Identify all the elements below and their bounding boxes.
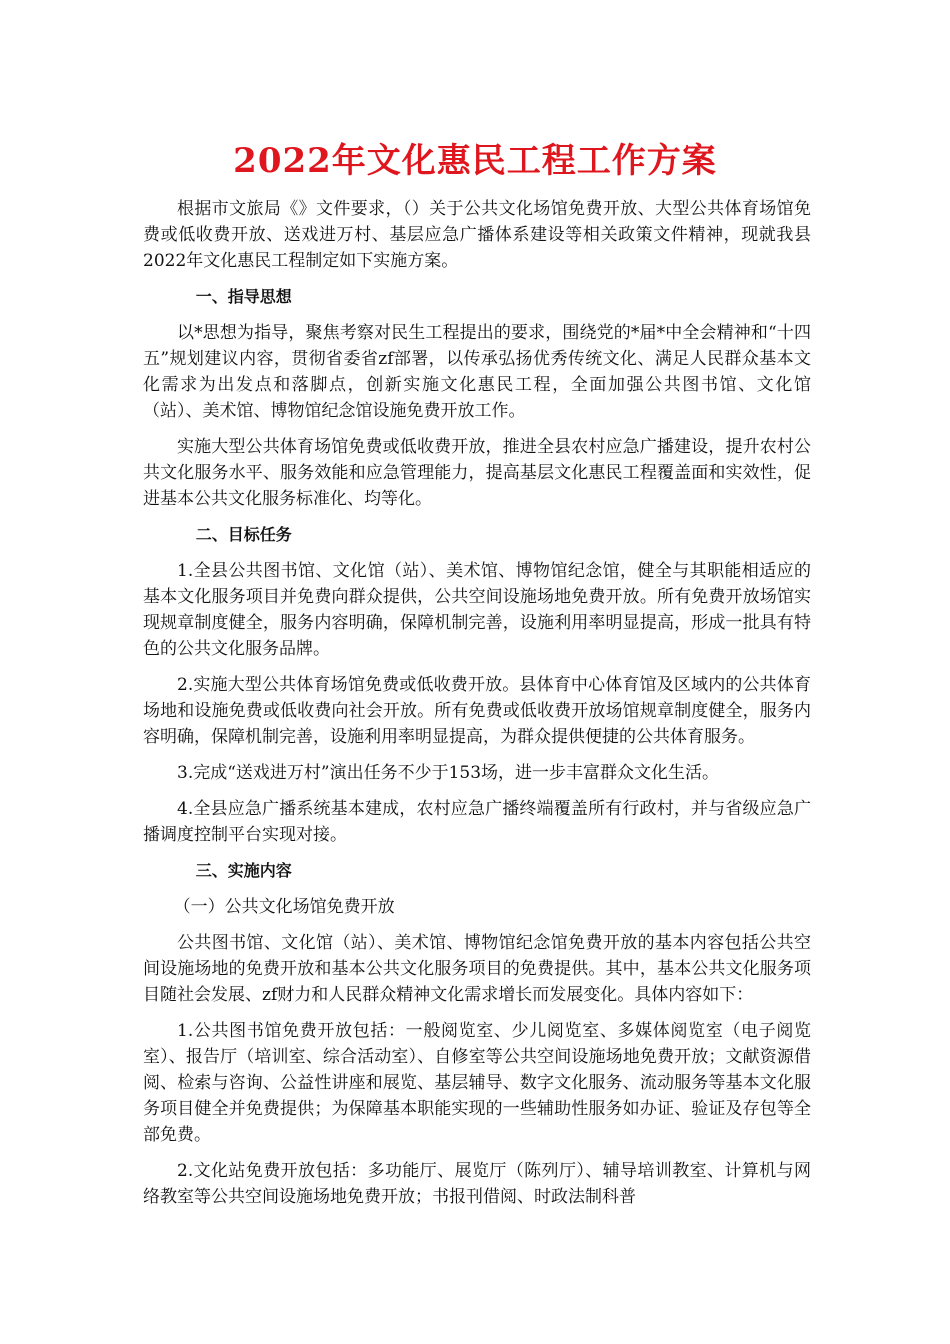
subsection-heading: （一）公共文化场馆免费开放: [173, 897, 395, 917]
section-heading-implementation: 三、实施内容: [195, 861, 292, 880]
intro-paragraph: 根据市文旅局《》文件要求，（）关于公共文化场馆免费开放、大型公共体育场馆免费或低收费开放、送戏进万村、基层应急广播体系建设等相关政策文件精神，现就我县2022年文化惠民工程制定如下实施方案。: [143, 199, 811, 271]
content-item: 1.公共图书馆免费开放包括：一般阅览室、少儿阅览室、多媒体阅览室（电子阅览室）、报告厅（培训室、综合活动室）、自修室等公共空间设施场地免费开放；文献资源借阅、检索与咨询、公益性讲座和展览、基层辅导、数字文化服务、流动服务等基本文化服务项目健全并免费提供；为保障基本职能实现的一些辅助性服务如办证、验证及存包等全部免费。: [143, 1021, 811, 1145]
document-body: [143, 196, 811, 1210]
goal-item: 4.全县应急广播系统基本建成，农村应急广播终端覆盖所有行政村，并与省级应急广播调度控制平台实现对接。: [143, 799, 811, 845]
section-heading-goals: 二、目标任务: [195, 525, 292, 544]
goal-item: 2.实施大型公共体育场馆免费或低收费开放。县体育中心体育馆及区域内的公共体育场地和设施免费或低收费向社会开放。所有免费或低收费开放场馆规章制度健全，服务内容明确，保障机制完善，设施利用率明显提高，为群众提供便捷的公共体育服务。: [143, 675, 811, 747]
paragraph: 公共图书馆、文化馆（站）、美术馆、博物馆纪念馆免费开放的基本内容包括公共空间设施场地的免费开放和基本公共文化服务项目的免费提供。其中，基本公共文化服务项目随社会发展、zf财力和人民群众精神文化需求增长而发展变化。具体内容如下：: [143, 933, 811, 1005]
goal-item: 3.完成“送戏进万村”演出任务不少于153场，进一步丰富群众文化生活。: [177, 763, 720, 783]
paragraph: 以*思想为指导，聚焦考察对民生工程提出的要求，围绕党的*届*中全会精神和“十四五”规划建议内容，贯彻省委省zf部署，以传承弘扬优秀传统文化、满足人民群众基本文化需求为出发点和落脚点，创新实施文化惠民工程，全面加强公共图书馆、文化馆（站）、美术馆、博物馆纪念馆设施免费开放工作。: [143, 323, 811, 421]
document-title: 2022年文化惠民工程工作方案: [233, 141, 717, 181]
goal-item: 1.全县公共图书馆、文化馆（站）、美术馆、博物馆纪念馆，健全与其职能相适应的基本文化服务项目并免费向群众提供，公共空间设施场地免费开放。所有免费开放场馆实现规章制度健全，服务内容明确，保障机制完善，设施利用率明显提高，形成一批具有特色的公共文化服务品牌。: [143, 561, 811, 659]
content-item: 2.文化站免费开放包括：多功能厅、展览厅（陈列厅）、辅导培训教室、计算机与网络教室等公共空间设施场地免费开放；书报刊借阅、时政法制科普: [143, 1161, 811, 1207]
section-heading-guiding-ideology: 一、指导思想: [195, 287, 292, 306]
paragraph: 实施大型公共体育场馆免费或低收费开放，推进全县农村应急广播建设，提升农村公共文化服务水平、服务效能和应急管理能力，提高基层文化惠民工程覆盖面和实效性，促进基本公共文化服务标准化、均等化。: [143, 437, 811, 509]
